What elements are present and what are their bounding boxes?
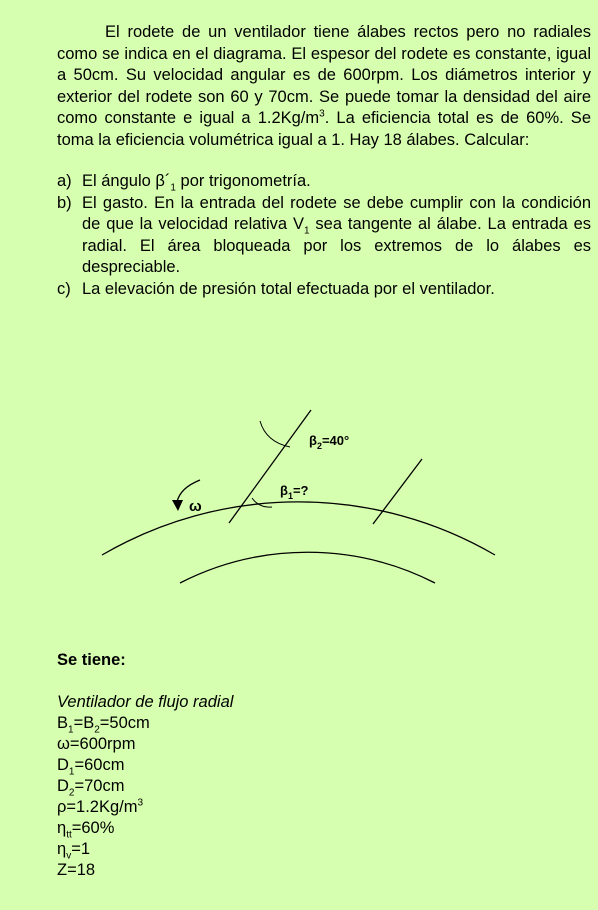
- given-nv-line: $\eta_v=1$: [57, 840, 90, 862]
- problem-intro: [57, 22, 591, 151]
- intro-superscript: 3: [319, 108, 325, 120]
- inner-arc: [180, 552, 435, 583]
- problem-statement: [57, 22, 591, 300]
- question-text: El gasto. En la entrada del rodete se debe cumplir con la condición de que la velocidad relativa V: [82, 193, 591, 233]
- beta1-label: $\beta_1=$?: [280, 483, 309, 501]
- question-text: El ángulo β´: [82, 172, 171, 190]
- intro-tail: . La eficiencia total es de 60%. Se toma la eficiencia volumétrica igual a 1. Hay 18 álabes. Calcular:: [57, 109, 591, 149]
- beta2-label: $\beta_2=40^\circ$: [309, 433, 350, 451]
- question-item: [57, 279, 591, 301]
- question-text-after: por trigonometría.: [175, 172, 311, 190]
- rotation-arrow-head: [172, 500, 183, 511]
- given-heading: Se tiene:: [57, 651, 126, 669]
- question-subscript: 1: [170, 182, 176, 194]
- omega-label: ω: [189, 498, 202, 515]
- question-item: [57, 171, 591, 193]
- question-list: [57, 171, 591, 300]
- given-b-line: $B_1=B_2=50cm$: [57, 714, 150, 736]
- outer-arc: [102, 502, 495, 555]
- given-ntt-line: $\eta_{tt}=60\%$: [57, 819, 115, 841]
- given-rho-line: $\rho=1.2Kg/m^3$: [57, 797, 144, 816]
- given-z-line: Z=18: [57, 861, 96, 879]
- question-marker: a): [57, 172, 72, 190]
- question-marker: c): [57, 279, 71, 298]
- blade-line-left: [229, 410, 311, 523]
- question-text-after: sea tangente al álabe. La entrada es radial. El área bloqueada por los extremos de lo álabes es despreciable.: [82, 215, 591, 276]
- question-subscript: 1: [303, 225, 310, 237]
- given-d1-line: $D_1=60cm$: [57, 756, 125, 778]
- given-data: [57, 650, 233, 881]
- question-item: [57, 193, 591, 279]
- question-marker: b): [57, 193, 72, 212]
- beta2-angle-arc: [260, 421, 290, 447]
- given-subheading: Ventilador de flujo radial: [57, 693, 234, 711]
- given-d2-line: $D_2=70cm$: [57, 777, 125, 799]
- given-omega-line: ω=600rpm: [57, 735, 136, 753]
- impeller-diagram: [0, 400, 598, 600]
- intro-text: El rodete de un ventilador tiene álabes rectos pero no radiales como se indica en el diagrama. El espesor del rodete es constante, igual a 50cm. Su velocidad angular es de 600rpm. Los diámetros interior y exterior del rodete son 60 y 70cm. Se puede tomar la densidad del aire como constante e igual a 1.2Kg/m: [57, 23, 591, 127]
- question-text: La elevación de presión total efectuada por el ventilador.: [82, 279, 495, 298]
